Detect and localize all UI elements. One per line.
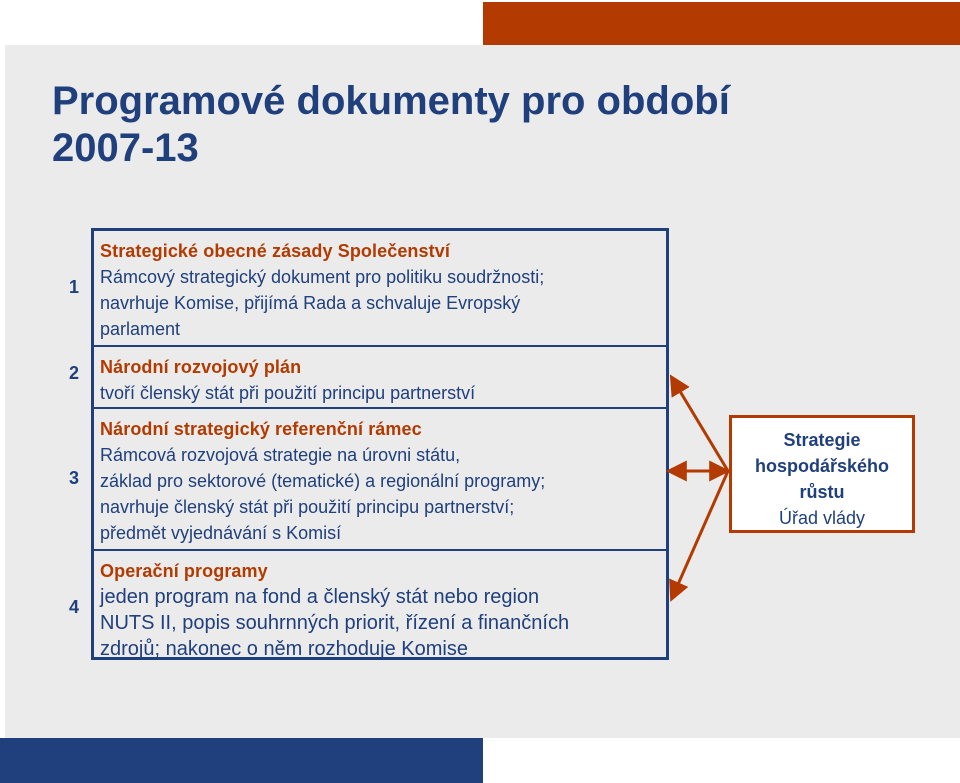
slide-title-line-2: 2007-13 <box>52 126 199 170</box>
strategy-box-title-line: hospodářského <box>754 456 890 476</box>
table-row <box>94 409 666 551</box>
row-number-4: 4 <box>68 597 79 617</box>
bottom-accent-bar <box>0 738 483 783</box>
arrow-to-row-2 <box>672 378 728 471</box>
row-line: Rámcová rozvojová strategie na úrovni státu, <box>100 445 461 465</box>
strategy-box-title-line: růstu <box>799 482 845 502</box>
slide-title-line-1: Programové dokumenty pro období <box>52 79 730 123</box>
row-line: parlament <box>100 319 181 339</box>
row-line: navrhuje členský stát při použití principu partnerství; <box>100 497 515 517</box>
row-number-2: 2 <box>68 363 79 383</box>
row-description <box>100 380 660 406</box>
table-row <box>94 231 666 347</box>
arrow-to-row-4 <box>672 471 728 598</box>
row-line: navrhuje Komise, přijímá Rada a schvaluje Evropský <box>100 293 521 313</box>
strategy-box <box>729 415 915 533</box>
row-line: tvoří členský stát při použití principu partnerství <box>100 383 476 403</box>
row-description <box>100 442 660 546</box>
table-row <box>94 551 666 660</box>
row-numbers <box>53 228 95 660</box>
row-line: jeden program na fond a členský stát nebo region <box>100 586 540 608</box>
row-heading: Operační programy <box>100 561 268 581</box>
row-line: zdrojů; nakonec o něm rozhoduje Komise <box>100 638 468 660</box>
strategy-box-title-line: Strategie <box>783 430 861 450</box>
row-heading: Strategické obecné zásady Společenství <box>100 241 450 261</box>
link-arrows <box>660 370 740 610</box>
table-row <box>94 347 666 409</box>
top-accent-bar <box>483 2 960 45</box>
row-line: NUTS II, popis souhrnných priorit, řízení a finančních <box>100 612 570 634</box>
strategy-box-subtitle: Úřad vlády <box>778 508 866 528</box>
row-description <box>100 584 660 662</box>
slide-title <box>52 78 872 172</box>
row-line: Rámcový strategický dokument pro politiku soudržnosti; <box>100 267 545 287</box>
row-line: základ pro sektorové (tematické) a regionální programy; <box>100 471 546 491</box>
row-heading: Národní strategický referenční rámec <box>100 419 422 439</box>
row-number-3: 3 <box>68 468 79 488</box>
program-documents-table <box>91 228 669 660</box>
row-description <box>100 264 660 342</box>
row-heading: Národní rozvojový plán <box>100 357 302 377</box>
row-line: předmět vyjednávání s Komisí <box>100 523 342 543</box>
row-number-1: 1 <box>68 277 79 297</box>
